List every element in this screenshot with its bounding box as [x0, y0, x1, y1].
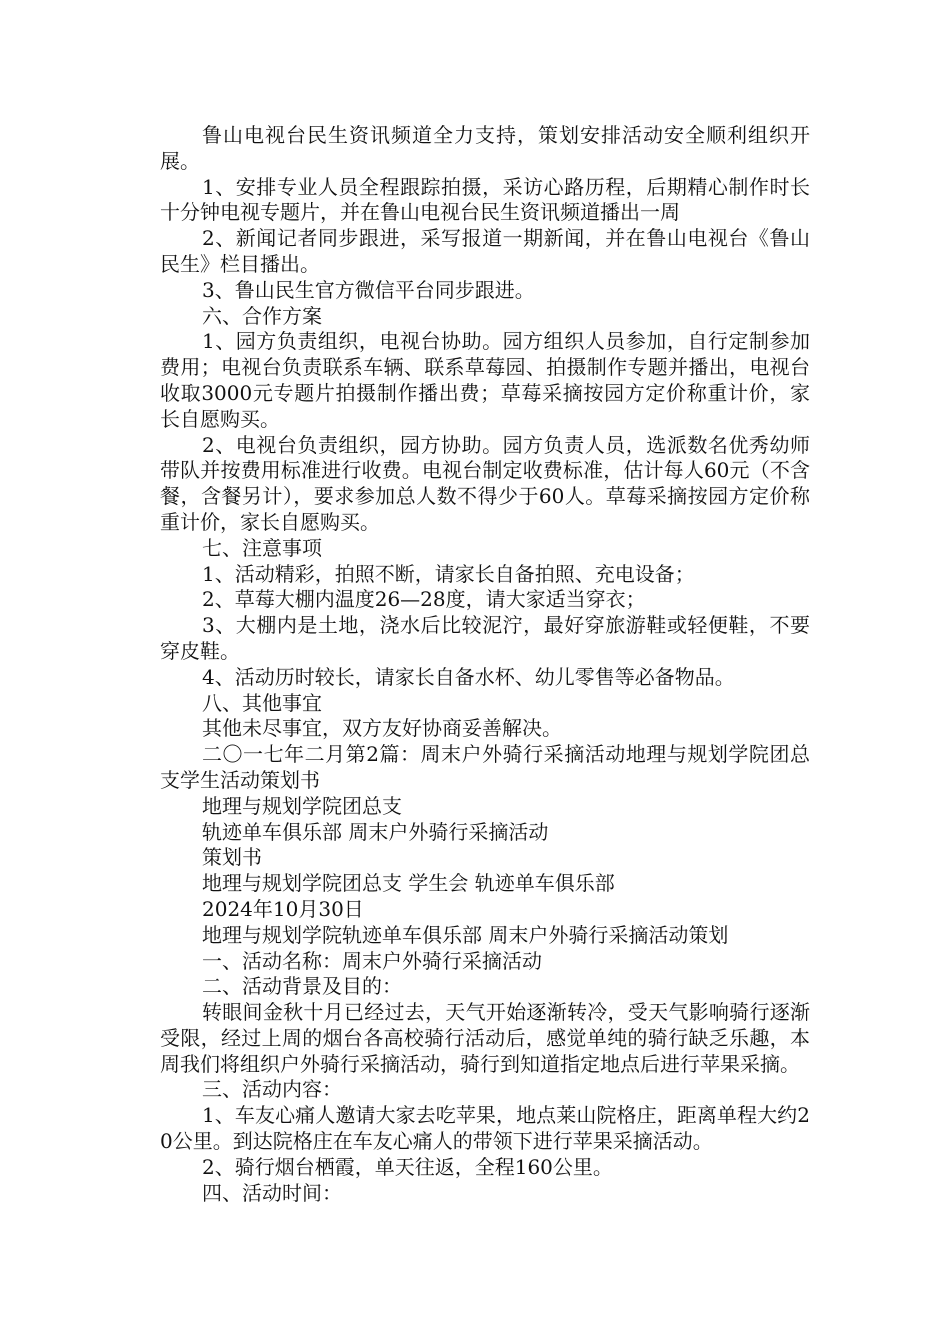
- paragraph: 2、草莓大棚内温度26—28度，请大家适当穿衣；: [202, 587, 646, 612]
- paragraph: 1、活动精彩，拍照不断，请家长自备拍照、充电设备；: [202, 561, 695, 586]
- paragraph: 1、园方负责组织，电视台协助。园方组织人员参加，自行定制参加费用；电视台负责联系车辆、联系草莓园、拍摄制作专题并播出，电视台收取3000元专题片拍摄制作播出费；草莓采摘按园方定价称重计价，家长自愿购买。: [160, 329, 810, 431]
- section-heading: 八、其他事宜: [202, 690, 322, 715]
- paragraph: 2、电视台负责组织，园方协助。园方负责人员，选派数名优秀幼师带队并按费用标准进行收费。电视台制定收费标准，估计每人60元（不含餐，含餐另计），要求参加总人数不得少于60人。草莓采摘按园方定价称重计价，家长自愿购买。: [160, 432, 810, 534]
- paragraph: 转眼间金秋十月已经过去，天气开始逐渐转冷，受天气影响骑行逐渐受限，经过上周的烟台各高校骑行活动后，感觉单纯的骑行缺乏乐趣，本周我们将组织户外骑行采摘活动，骑行到知道指定地点后进行苹果采摘。: [160, 1000, 810, 1076]
- paragraph: 轨迹单车俱乐部 周末户外骑行采摘活动: [202, 819, 549, 844]
- section-heading: 三、活动内容：: [202, 1077, 342, 1102]
- section-heading: 二、活动背景及目的：: [202, 974, 402, 999]
- section-heading: 一、活动名称：周末户外骑行采摘活动: [202, 948, 542, 973]
- paragraph: 3、大棚内是土地，浇水后比较泥泞，最好穿旅游鞋或轻便鞋，不要穿皮鞋。: [160, 613, 810, 663]
- paragraph: 4、活动历时较长，请家长自备水杯、幼儿零售等必备物品。: [202, 664, 735, 689]
- section-heading: 四、活动时间：: [202, 1180, 342, 1205]
- paragraph: 2、新闻记者同步跟进，采写报道一期新闻，并在鲁山电视台《鲁山民生》栏目播出。: [160, 226, 810, 276]
- paragraph: 1、安排专业人员全程跟踪拍摄，采访心路历程，后期精心制作时长十分钟电视专题片，并在鲁山电视台民生资讯频道播出一周: [160, 174, 810, 225]
- paragraph: 鲁山电视台民生资讯频道全力支持，策划安排活动安全顺利组织开展。: [160, 123, 810, 173]
- paragraph: 2、骑行烟台栖霞，单天往返，全程160公里。: [202, 1154, 613, 1179]
- paragraph: 其他未尽事宜，双方友好协商妥善解决。: [202, 716, 562, 741]
- paragraph: 策划书: [202, 845, 262, 870]
- paragraph: 二〇一七年二月第2篇：周末户外骑行采摘活动地理与规划学院团总支学生活动策划书: [160, 742, 810, 792]
- paragraph: 1、车友心痛人邀请大家去吃苹果，地点莱山院格庄，距离单程大约20公里。到达院格庄在车友心痛人的带领下进行苹果采摘活动。: [160, 1103, 810, 1154]
- date-line: 2024年10月30日: [202, 896, 364, 921]
- paragraph: 地理与规划学院轨迹单车俱乐部 周末户外骑行采摘活动策划: [202, 922, 729, 947]
- paragraph: 地理与规划学院团总支: [202, 793, 402, 818]
- section-heading: 七、注意事项: [202, 535, 322, 560]
- paragraph: 3、鲁山民生官方微信平台同步跟进。: [202, 277, 535, 302]
- document-body: [160, 123, 810, 1206]
- section-heading: 六、合作方案: [202, 303, 322, 328]
- paragraph: 地理与规划学院团总支 学生会 轨迹单车俱乐部: [202, 871, 615, 896]
